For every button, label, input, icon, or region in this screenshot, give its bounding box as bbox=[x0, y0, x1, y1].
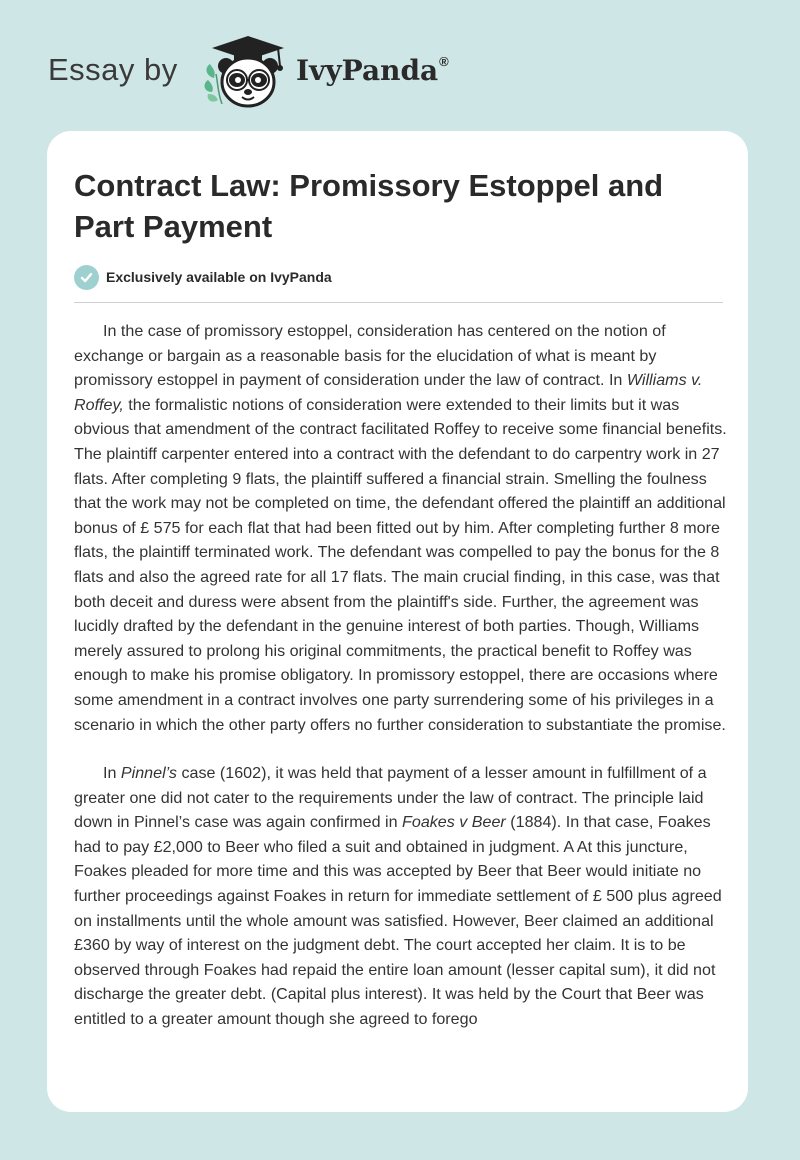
paragraph-text: In bbox=[103, 764, 121, 783]
panda-graduate-icon[interactable] bbox=[200, 34, 292, 110]
badge-label: Exclusively available on IvyPanda bbox=[106, 269, 332, 285]
check-icon bbox=[74, 265, 99, 290]
essay-paragraph bbox=[74, 319, 728, 737]
divider bbox=[74, 302, 723, 303]
brand-name: IvyPanda bbox=[296, 54, 439, 87]
paragraph-text: the formalistic notions of consideration were extended to their limits but it was obvious that amendment of the contract facilitated Roffey to receive some financial benefits. The plaintiff carpenter entered into a contract with the defendant to do carpentry work in 27 flats. After completing 9 flats, the plaintiff suffered a financial strain. Smelling the foulness that the work may not be completed on time, the defendant offered the plaintiff an additional bonus of £ 575 for each flat that had been fitted out by him. After completing further 8 more flats, the plaintiff terminated work. The defendant was compelled to pay the bonus for the 8 flats and also the agreed rate for all 17 flats. The main crucial finding, in this case, was that both deceit and duress were absent from the plaintiff's side. Further, the agreement was lucidly drafted by the defendant in the genuine interest of both parties. Though, Williams merely assured to prolong his original commitments, the practical benefit to Roffey was enough to make his promise obligatory. In promissory estoppel, there are occasions where some amendment in a contract involves one party surrendering some of his privileges in a scenario in which the other party offers no further consideration to substantiate the promise. bbox=[74, 395, 727, 734]
brand-logo-text[interactable] bbox=[296, 54, 449, 87]
case-citation: Foakes v Beer bbox=[402, 813, 506, 832]
case-citation: Williams v. Roffey, bbox=[74, 371, 703, 414]
case-citation: Pinnel’s bbox=[120, 764, 177, 783]
essay-card bbox=[47, 131, 748, 1112]
essay-paragraph bbox=[74, 761, 728, 1032]
essay-body bbox=[74, 319, 728, 1056]
paragraph-text: In the case of promissory estoppel, consideration has centered on the notion of exchange or bargain as a reasonable basis for the elucidation of what is meant by promissory estoppel in payment of consideration under the law of contract. In bbox=[74, 322, 666, 390]
trademark-symbol: ® bbox=[439, 54, 449, 69]
page-title: Contract Law: Promissory Estoppel and Part Payment bbox=[74, 168, 664, 244]
exclusive-badge bbox=[74, 264, 332, 290]
paragraph-text: case (1602), it was held that payment of a lesser amount in fulfillment of a greater one did not cater to the requirements under the law of contract. The principle laid down in Pinnel’s case was again confirmed in bbox=[74, 764, 707, 832]
site-header bbox=[0, 0, 800, 130]
essay-by-label: Essay by bbox=[48, 52, 178, 87]
paragraph-text: (1884). In that case, Foakes had to pay £2,000 to Beer who filed a suit and obtained in judgment. A At this juncture, Foakes pleaded for more time and this was accepted by Beer that Beer would initiate no further proceedings against Foakes in return for immediate settlement of £ 500 plus agreed on installments until the whole amount was satisfied. However, Beer claimed an additional £360 by way of interest on the judgment debt. The court accepted her claim. It is to be observed through Foakes had repaid the entire loan amount (lesser capital sum), it did not discharge the greater debt. (Capital plus interest). It was held by the Court that Beer was entitled to a greater amount though she agreed to forego bbox=[74, 813, 722, 1029]
